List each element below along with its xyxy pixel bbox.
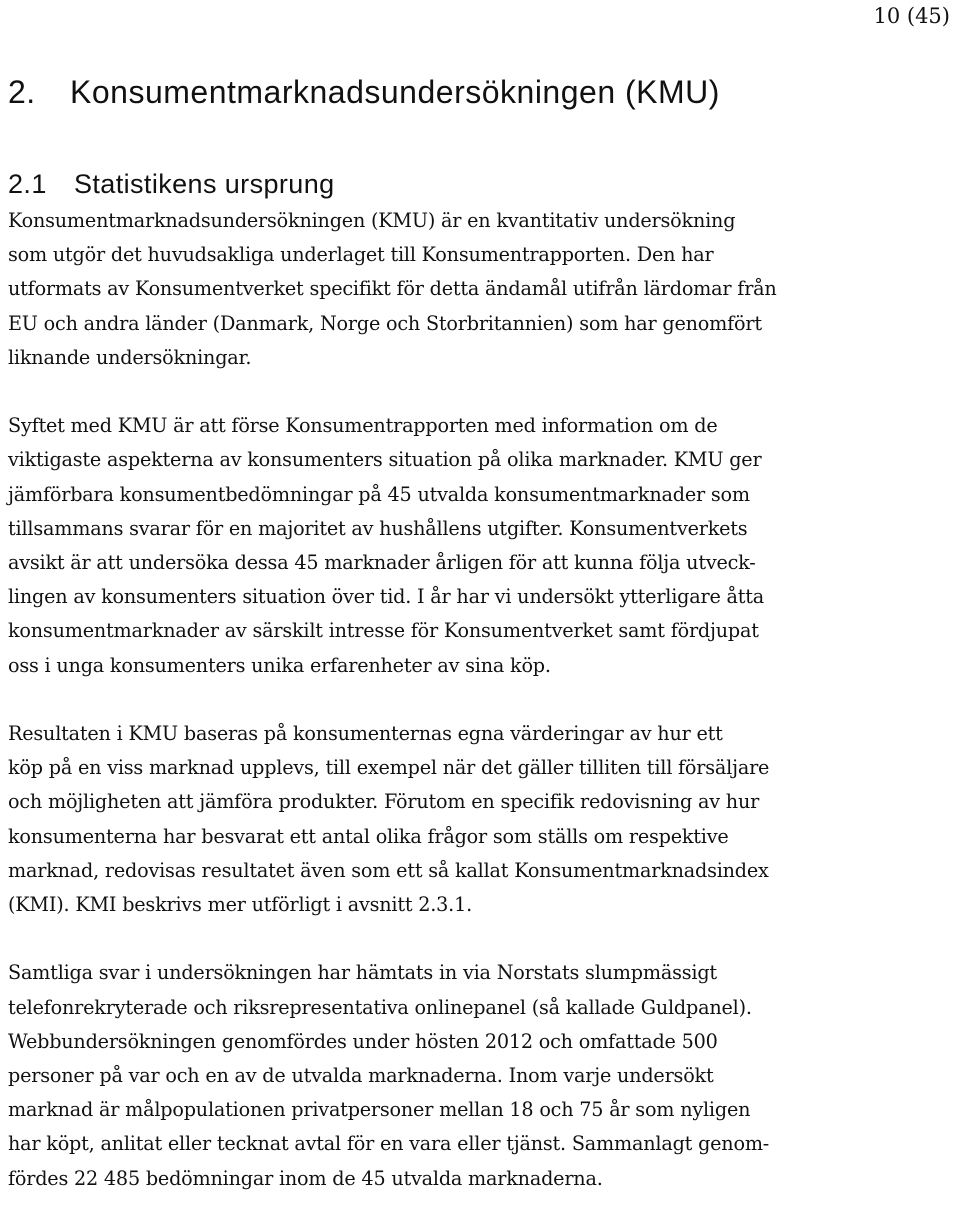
section-title: Statistikens ursprung	[74, 169, 335, 199]
text-line: konsumentmarknader av särskilt intresse för Konsumentverket samt fördjupat	[8, 619, 759, 643]
text-line: Webbundersökningen genomfördes under hösten 2012 och omfattade 500	[8, 1029, 718, 1053]
section-heading	[8, 166, 335, 202]
chapter-title: Konsumentmarknadsundersökningen (KMU)	[70, 74, 720, 110]
text-line: (KMI). KMI beskrivs mer utförligt i avsnitt 2.3.1.	[8, 893, 472, 917]
body-text	[8, 204, 953, 1230]
text-line: Syftet med KMU är att förse Konsumentrapporten med information om de	[8, 414, 718, 438]
chapter-heading	[8, 72, 720, 112]
text-line: liknande undersökningar.	[8, 345, 252, 369]
text-line: avsikt är att undersöka dessa 45 marknader årligen för att kunna följa utveck-	[8, 551, 756, 575]
text-line: marknad är målpopulationen privatpersoner mellan 18 och 75 år som nyligen	[8, 1098, 751, 1122]
section-number: 2.1	[8, 169, 47, 199]
text-line: viktigaste aspekterna av konsumenters situation på olika marknader. KMU ger	[8, 448, 762, 472]
paragraph-3	[8, 717, 953, 922]
text-line: utformats av Konsumentverket specifikt för detta ändamål utifrån lärdomar från	[8, 277, 777, 301]
page-number: 10 (45)	[873, 4, 950, 28]
text-line: EU och andra länder (Danmark, Norge och Storbritannien) som har genomfört	[8, 311, 762, 335]
text-line: fördes 22 485 bedömningar inom de 45 utvalda marknaderna.	[8, 1166, 603, 1190]
text-line: Samtliga svar i undersökningen har hämtats in via Norstats slumpmässigt	[8, 961, 717, 985]
text-line: lingen av konsumenters situation över tid. I år har vi undersökt ytterligare åtta	[8, 585, 765, 609]
text-line: personer på var och en av de utvalda marknaderna. Inom varje undersökt	[8, 1064, 714, 1088]
text-line: Resultaten i KMU baseras på konsumenternas egna värderingar av hur ett	[8, 722, 723, 746]
text-line: och möjligheten att jämföra produkter. Förutom en specifik redovisning av hur	[8, 790, 760, 814]
paragraph-4	[8, 956, 953, 1195]
text-line: köp på en viss marknad upplevs, till exempel när det gäller tilliten till försäljare	[8, 756, 770, 780]
text-line: har köpt, anlitat eller tecknat avtal för en vara eller tjänst. Sammanlagt genom-	[8, 1132, 770, 1156]
text-line: konsumenterna har besvarat ett antal olika frågor som ställs om respektive	[8, 824, 729, 848]
text-line: marknad, redovisas resultatet även som ett så kallat Konsumentmarknadsindex	[8, 858, 769, 882]
paragraph-2	[8, 409, 953, 683]
chapter-number: 2.	[8, 74, 36, 110]
text-line: telefonrekryterade och riksrepresentativa onlinepanel (så kallade Guldpanel).	[8, 995, 752, 1019]
text-line: oss i unga konsumenters unika erfarenheter av sina köp.	[8, 653, 551, 677]
text-line: som utgör det huvudsakliga underlaget till Konsumentrapporten. Den har	[8, 243, 714, 267]
paragraph-1	[8, 204, 953, 375]
text-line: jämförbara konsumentbedömningar på 45 utvalda konsumentmarknader som	[8, 482, 750, 506]
text-line: Konsumentmarknadsundersökningen (KMU) är en kvantitativ undersökning	[8, 209, 736, 232]
text-line: tillsammans svarar för en majoritet av hushållens utgifter. Konsumentverkets	[8, 516, 748, 540]
